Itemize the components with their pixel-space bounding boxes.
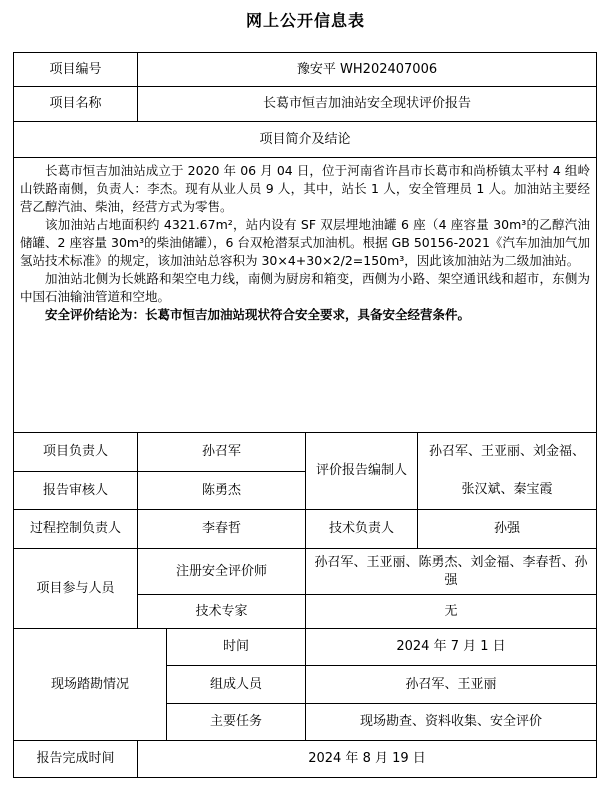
- tech-expert-label: 技术专家: [138, 595, 306, 629]
- report-writers-line2: 张汉斌、秦宝霞: [461, 482, 553, 497]
- report-writers-label: 评价报告编制人: [306, 433, 418, 510]
- report-reviewer-value: 陈勇杰: [138, 472, 306, 510]
- intro-body: [14, 158, 597, 433]
- report-writers-value: [418, 433, 597, 510]
- project-no-value: 豫安平 WH202407006: [138, 53, 597, 87]
- report-writers-line1: 孙召军、王亚丽、刘金福、: [429, 444, 586, 459]
- participants-label: 项目参与人员: [14, 549, 138, 629]
- info-table: [13, 52, 597, 778]
- intro-paragraph: 长葛市恒吉加油站成立于 2020 年 06 月 04 日，位于河南省许昌市长葛市和尚桥镇太平村 4 组岭山铁路南侧，负责人：李杰。现有从业人员 9 人，其中，站长 1 人，安全管理员 1 人。加油站主要经营乙醇汽油、柴油，经营方式为零售。: [20, 163, 591, 214]
- conclusion-prefix: 安全评价结论为：: [45, 307, 146, 322]
- conclusion: [20, 306, 590, 324]
- site-survey-label: 现场踏勘情况: [14, 629, 167, 741]
- registered-assessor-label: 注册安全评价师: [138, 549, 306, 595]
- report-reviewer-label: 报告审核人: [14, 472, 138, 510]
- survey-members-label: 组成人员: [167, 666, 306, 704]
- survey-time-label: 时间: [167, 629, 306, 666]
- intro-paragraph: 加油站北侧为长姚路和架空电力线，南侧为厨房和箱变，西侧为小路、架空通讯线和超市，东侧为中国石油输油管道和空地。: [20, 271, 591, 304]
- page-title: 网上公开信息表: [245, 11, 365, 30]
- survey-task-label: 主要任务: [167, 704, 306, 741]
- project-leader-value: 孙召军: [138, 433, 306, 472]
- tech-leader-label: 技术负责人: [306, 510, 418, 549]
- survey-time-value: 2024 年 7 月 1 日: [306, 629, 597, 666]
- conclusion-text: 长葛市恒吉加油站现状符合安全要求，具备安全经营条件。: [145, 307, 471, 322]
- process-controller-label: 过程控制负责人: [14, 510, 138, 549]
- completion-value: 2024 年 8 月 19 日: [138, 741, 597, 778]
- survey-members-value: 孙召军、王亚丽: [306, 666, 597, 704]
- project-name-label: 项目名称: [14, 87, 138, 122]
- project-name-value: 长葛市恒吉加油站安全现状评价报告: [138, 87, 597, 122]
- project-no-label: 项目编号: [14, 53, 138, 87]
- tech-expert-value: 无: [306, 595, 597, 629]
- tech-leader-value: 孙强: [418, 510, 597, 549]
- project-leader-label: 项目负责人: [14, 433, 138, 472]
- process-controller-value: 李春哲: [138, 510, 306, 549]
- intro-paragraph: 该加油站占地面积约 4321.67m²，站内设有 SF 双层埋地油罐 6 座（4 座容量 30m³的乙醇汽油储罐、2 座容量 30m³的柴油储罐），6 台双枪潜泵式加油机。根据 GB 50156-2021《汽车加油加气加氢站技术标准》的规定，该加油站总容积为 30×4+30×2/2=150m³，因此该加油站为二级加油站。: [20, 217, 591, 268]
- completion-label: 报告完成时间: [14, 741, 138, 778]
- survey-task-value: 现场勘查、资料收集、安全评价: [306, 704, 597, 741]
- registered-assessor-value: 孙召军、王亚丽、陈勇杰、刘金福、李春哲、孙强: [306, 549, 597, 595]
- intro-header: 项目简介及结论: [14, 122, 597, 158]
